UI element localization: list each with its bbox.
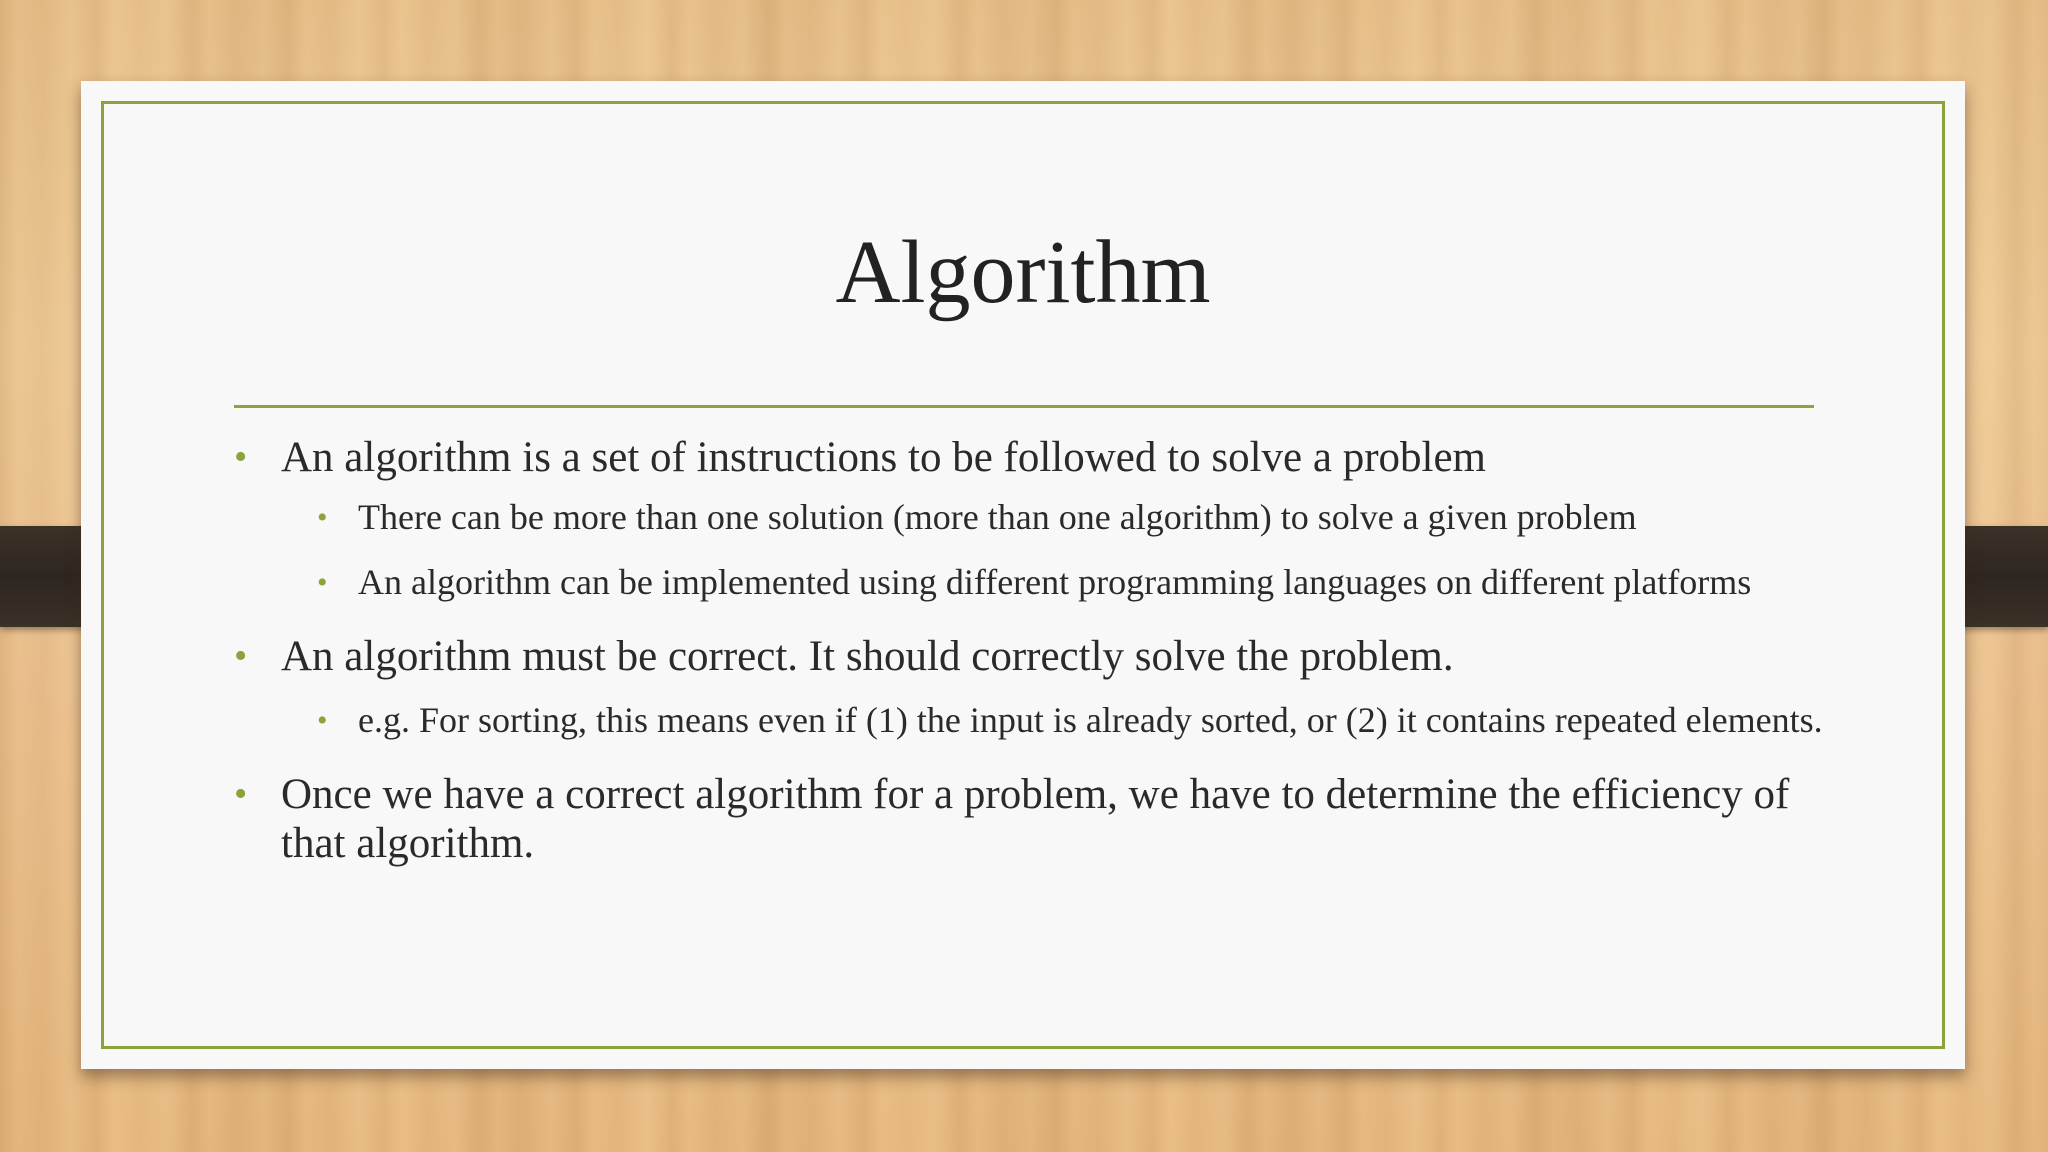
bullet-list bbox=[234, 433, 1834, 868]
bullet-text: Once we have a correct algorithm for a problem, we have to determine the efficiency of that algorithm. bbox=[281, 771, 1790, 867]
bullet-item bbox=[234, 632, 1834, 681]
slide bbox=[81, 81, 1965, 1069]
sub-bullet-text: e.g. For sorting, this means even if (1) the input is already sorted, or (2) it contains repeated elements. bbox=[358, 700, 1823, 740]
bullet-icon: • bbox=[234, 773, 248, 815]
bullet-icon: • bbox=[317, 704, 328, 737]
bullet-text: An algorithm is a set of instructions to be followed to solve a problem bbox=[281, 434, 1486, 481]
sub-bullet-text: An algorithm can be implemented using different programming languages on different platforms bbox=[358, 562, 1752, 602]
bullet-icon: • bbox=[234, 436, 248, 478]
bullet-text: An algorithm must be correct. It should correctly solve the problem. bbox=[281, 633, 1454, 680]
sub-bullet-item bbox=[311, 496, 1834, 539]
title-divider bbox=[234, 405, 1814, 408]
bullet-icon: • bbox=[234, 635, 248, 677]
sub-bullet-item bbox=[311, 699, 1834, 742]
bullet-icon: • bbox=[317, 566, 328, 599]
sub-bullet-text: There can be more than one solution (more than one algorithm) to solve a given problem bbox=[358, 497, 1637, 537]
slide-title: Algorithm bbox=[835, 223, 1211, 322]
bullet-item bbox=[234, 433, 1834, 482]
sub-bullet-item bbox=[311, 561, 1834, 604]
bullet-icon: • bbox=[317, 501, 328, 534]
bullet-item bbox=[234, 770, 1834, 868]
